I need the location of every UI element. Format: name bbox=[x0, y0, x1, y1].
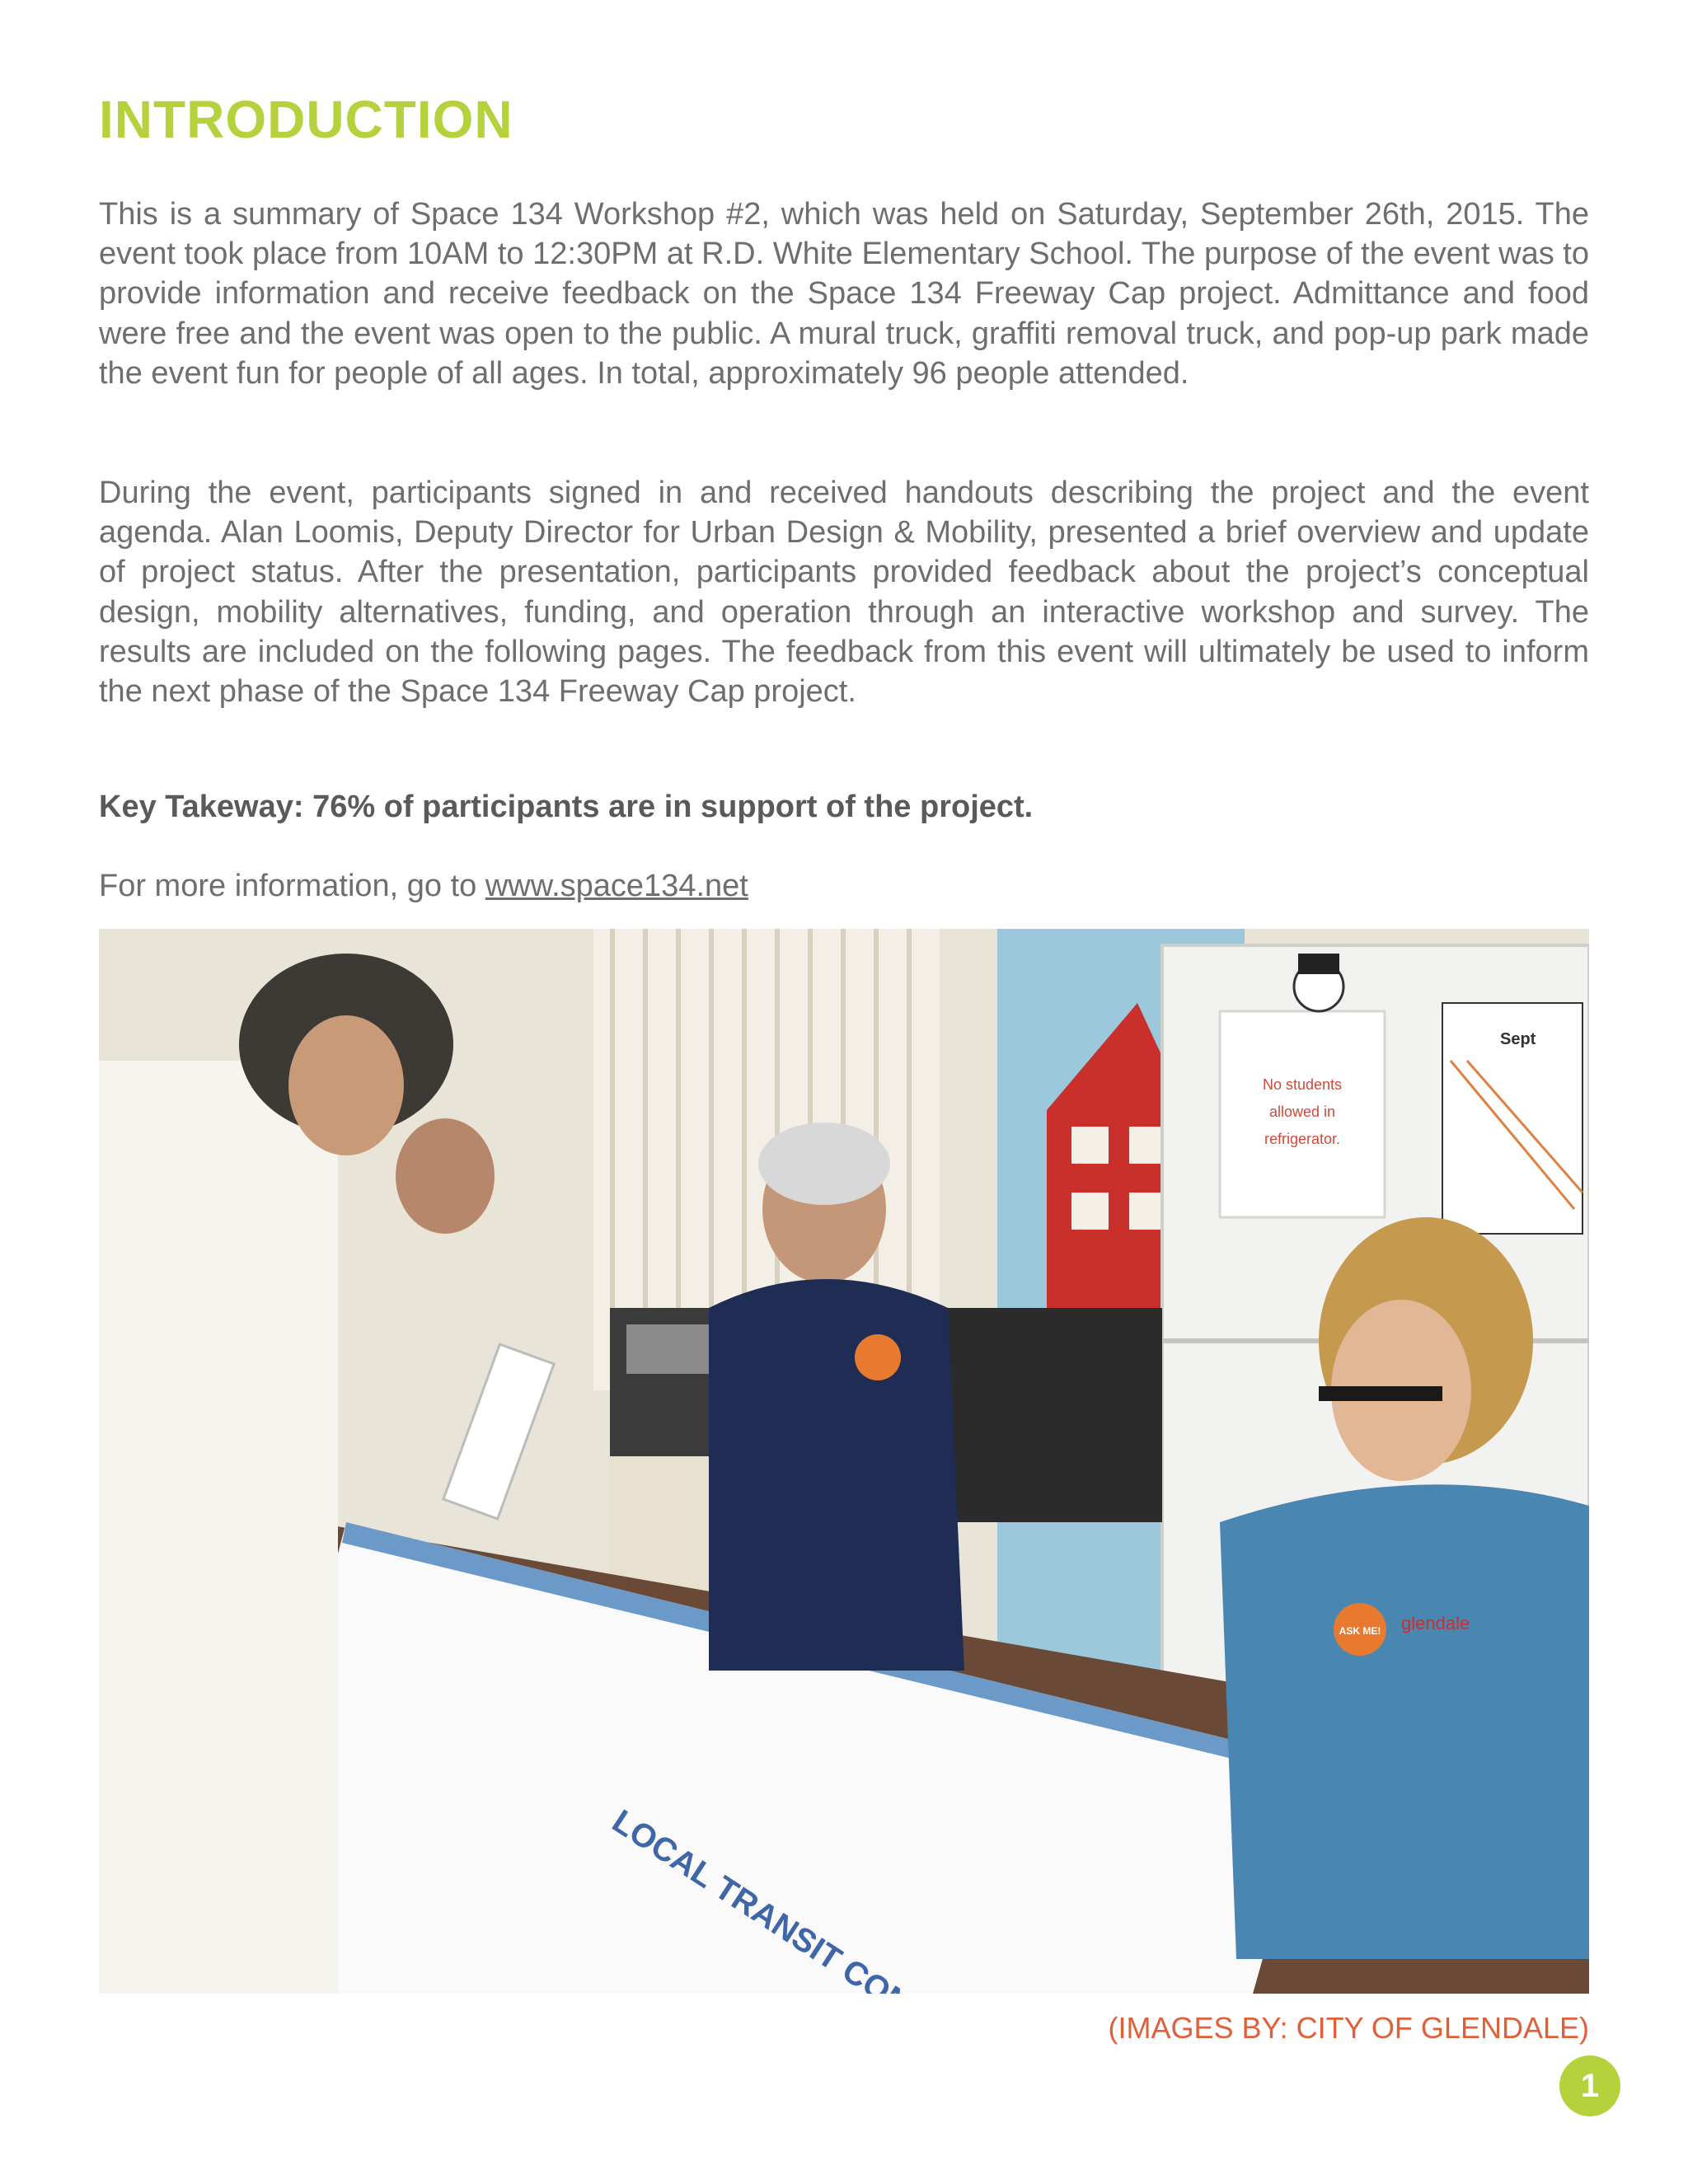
page-number-badge: 1 bbox=[1559, 2055, 1620, 2116]
intro-paragraph-1: This is a summary of Space 134 Workshop #2, which was held on Saturday, September 26th, 2015. The event took place from 10AM to 12:30PM at R.D. White Elementary School. The purpose of the event was to provide information and receive feedback on the Space 134 Freeway Cap project. Admittance and food were free and the event was open to the public. A mural truck, graffiti removal truck, and pop-up park made the event fun for people of all ages. In total, approximately 96 people attended. bbox=[99, 197, 1589, 391]
microwave bbox=[948, 1308, 1162, 1522]
fridge-sign-line-2: allowed in bbox=[1268, 1104, 1336, 1120]
ask-me-button-text: ASK ME! bbox=[1339, 1625, 1381, 1637]
man-background-figure bbox=[396, 1118, 495, 1234]
key-takeaway: Key Takeway: 76% of participants are in support of the project. bbox=[99, 790, 1034, 824]
website-link[interactable]: www.space134.net bbox=[485, 869, 748, 903]
calendar-header: Sept bbox=[1500, 1030, 1536, 1048]
workshop-photo bbox=[99, 929, 1589, 1994]
fridge-sign-line-3: refrigerator. bbox=[1264, 1131, 1341, 1147]
shirt-logo: glendale bbox=[1401, 1613, 1470, 1633]
image-credit: (IMAGES BY: CITY OF GLENDALE) bbox=[1108, 2011, 1589, 2045]
page-title: INTRODUCTION bbox=[99, 90, 513, 149]
fridge-sign-line-1: No students bbox=[1262, 1076, 1343, 1093]
more-info-prefix: For more information, go to bbox=[99, 869, 485, 903]
intro-paragraph-2: During the event, participants signed in and received handouts describing the project and the event agenda. Alan Loomis, Deputy Director for Urban Design & Mobility, presented a brief overview and update of project status. After the presentation, participants provided feedback about the project’s conceptual design, mobility alternatives, funding, and operation through an interactive workshop and survey. The results are included on the following pages. The feedback from this event will ultimately be used to inform the next phase of the Space 134 Freeway Cap project. bbox=[99, 476, 1589, 710]
more-info-line bbox=[99, 869, 748, 904]
